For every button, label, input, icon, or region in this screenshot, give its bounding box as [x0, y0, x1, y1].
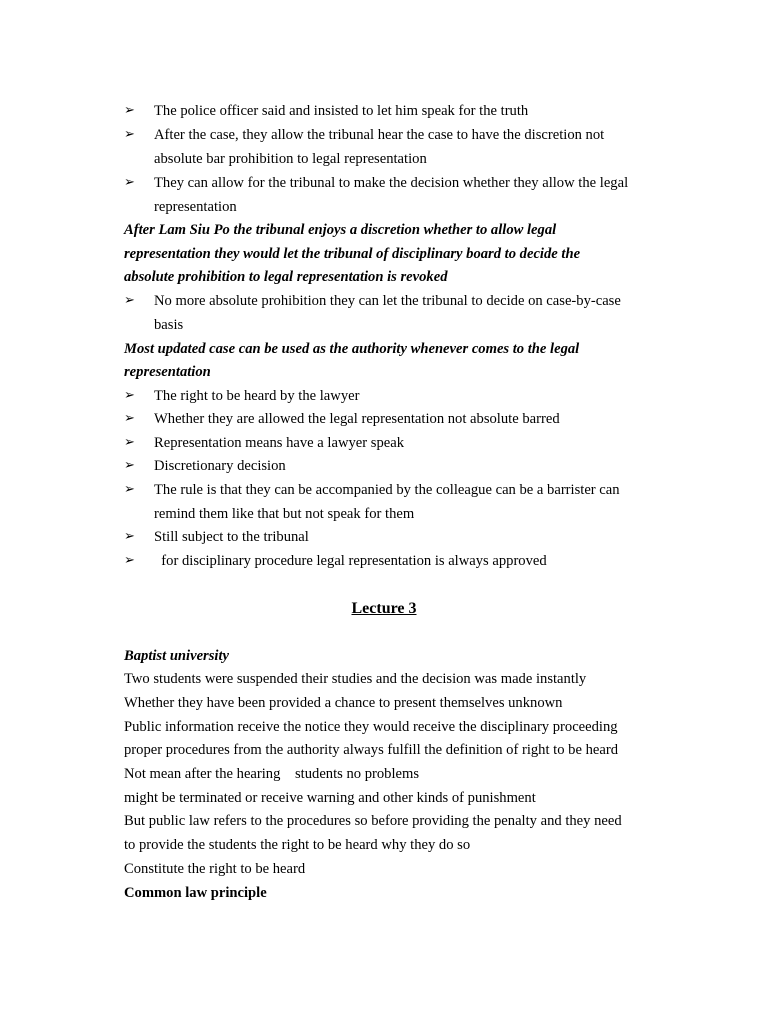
body-line: Public information receive the notice they would receive the disciplinary proceeding: [124, 719, 618, 735]
bullet-text: The police officer said and insisted to let him speak for the truth: [154, 103, 529, 119]
note-line: After Lam Siu Po the tribunal enjoys a discretion whether to allow legal: [124, 222, 557, 238]
arrow-bullet-icon: ➢: [124, 553, 135, 568]
arrow-bullet-icon: ➢: [124, 293, 135, 308]
body-line: Constitute the right to be heard: [124, 861, 306, 877]
note-line: representation: [124, 364, 211, 380]
arrow-bullet-icon: ➢: [124, 529, 135, 544]
arrow-bullet-icon: ➢: [124, 411, 135, 426]
arrow-bullet-icon: ➢: [124, 103, 135, 118]
note-line: absolute prohibition to legal representation is revoked: [124, 269, 448, 285]
bullet-continuation: basis: [154, 317, 184, 333]
arrow-bullet-icon: ➢: [124, 482, 135, 497]
bullet-continuation: remind them like that but not speak for them: [154, 506, 415, 522]
body-line: proper procedures from the authority always fulfill the definition of right to be heard: [124, 742, 619, 758]
body-line: might be terminated or receive warning and other kinds of punishment: [124, 790, 536, 806]
note-line: Most updated case can be used as the authority whenever comes to the legal: [124, 341, 580, 357]
bullet-text: Still subject to the tribunal: [154, 529, 309, 545]
section-heading: Lecture 3: [351, 600, 417, 617]
body-line: Whether they have been provided a chance to present themselves unknown: [124, 695, 563, 711]
bullet-text: After the case, they allow the tribunal hear the case to have the discretion not: [154, 127, 605, 143]
subheading: Baptist university: [124, 648, 230, 664]
arrow-bullet-icon: ➢: [124, 175, 135, 190]
closing-heading: Common law principle: [124, 885, 267, 901]
bullet-text: No more absolute prohibition they can let the tribunal to decide on case-by-case: [154, 293, 621, 309]
body-line: to provide the students the right to be heard why they do so: [124, 837, 471, 853]
note-line: representation they would let the tribunal of disciplinary board to decide the: [124, 246, 581, 262]
bullet-text: The right to be heard by the lawyer: [154, 388, 360, 404]
body-line: But public law refers to the procedures so before providing the penalty and they need: [124, 813, 622, 829]
arrow-bullet-icon: ➢: [124, 388, 135, 403]
arrow-bullet-icon: ➢: [124, 127, 135, 142]
bullet-text: Whether they are allowed the legal representation not absolute barred: [154, 411, 560, 427]
bullet-text: They can allow for the tribunal to make the decision whether they allow the legal: [154, 175, 629, 191]
bullet-text: for disciplinary procedure legal representation is always approved: [154, 553, 547, 569]
body-line: Two students were suspended their studies and the decision was made instantly: [124, 671, 587, 687]
bullet-text: The rule is that they can be accompanied by the colleague can be a barrister can: [154, 482, 620, 498]
bullet-continuation: absolute bar prohibition to legal representation: [154, 151, 427, 167]
bullet-text: Discretionary decision: [154, 458, 286, 474]
body-line: Not mean after the hearing students no problems: [124, 766, 420, 782]
bullet-text: Representation means have a lawyer speak: [154, 435, 405, 451]
arrow-bullet-icon: ➢: [124, 435, 135, 450]
arrow-bullet-icon: ➢: [124, 458, 135, 473]
bullet-continuation: representation: [154, 199, 237, 215]
